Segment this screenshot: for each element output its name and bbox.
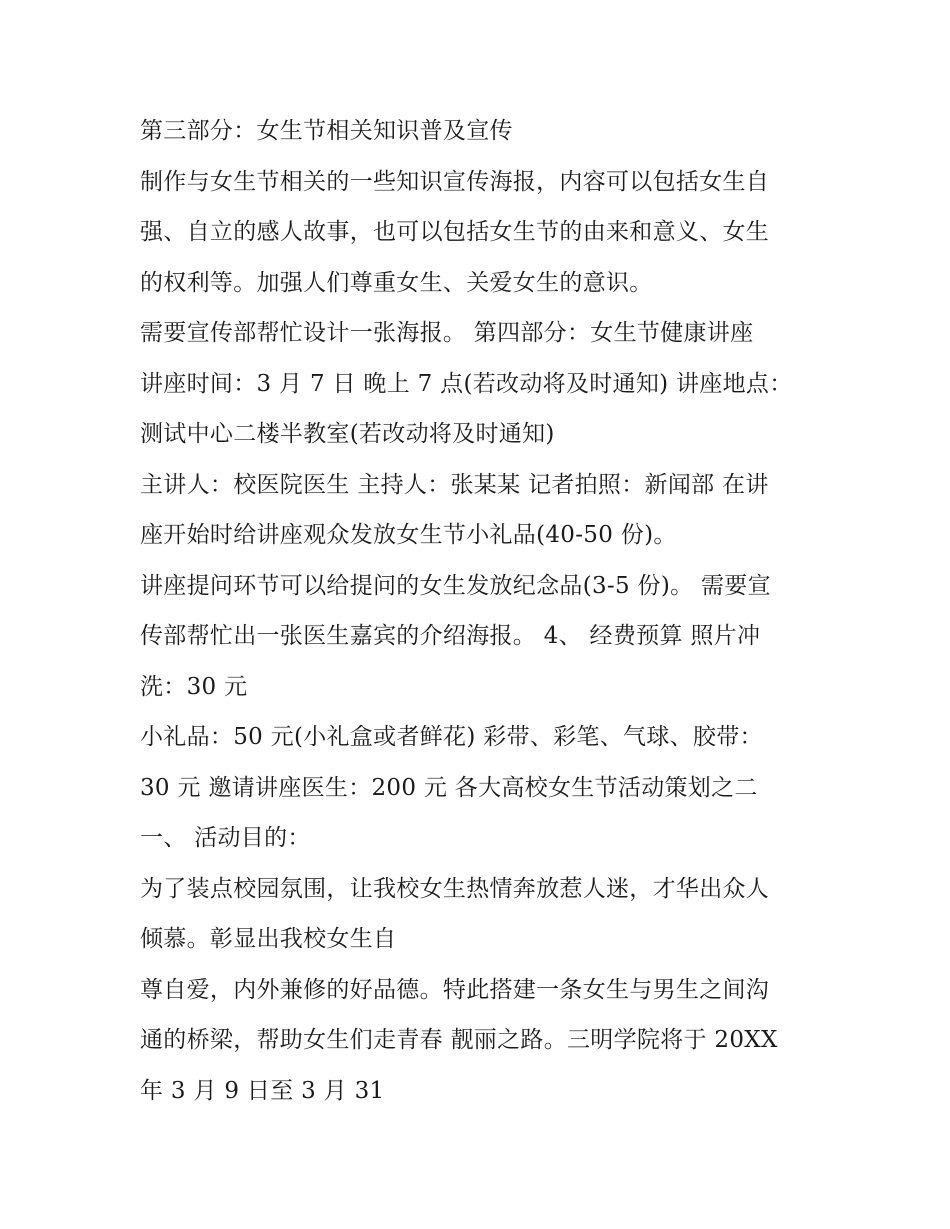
- text-line: 第三部分：女生节相关知识普及宣传: [140, 118, 513, 144]
- text-line: 讲座时间：3 月 7 日 晚上 7 点(若改动将及时通知) 讲座地点：: [140, 370, 793, 397]
- text-line: 座开始时给讲座观众发放女生节小礼品(40-50 份)。: [140, 522, 677, 548]
- text-line: 需要宣传部帮忙设计一张海报。 第四部分：女生节健康讲座: [140, 320, 754, 346]
- text-line: 传部帮忙出一张医生嘉宾的介绍海报。 4、 经费预算 照片冲: [140, 623, 761, 649]
- text-line: 为了装点校园氛围，让我校女生热情奔放惹人迷，才华出众人: [140, 875, 770, 902]
- text-line: 主讲人：校医院医生 主持人：张某某 记者拍照：新闻部 在讲: [140, 471, 769, 498]
- text-line: 测试中心二楼半教室(若改动将及时通知): [140, 421, 555, 447]
- text-line: 洗：30 元: [140, 673, 248, 700]
- text-line: 小礼品：50 元(小礼盒或者鲜花) 彩带、彩笔、气球、胶带：: [140, 724, 763, 750]
- text-line: 制作与女生节相关的一些知识宣传海报，内容可以包括女生自: [140, 168, 770, 195]
- text-line: 年 3 月 9 日至 3 月 31: [140, 1077, 385, 1104]
- document-body: [140, 106, 820, 1116]
- text-line: 讲座提问环节可以给提问的女生发放纪念品(3-5 份)。 需要宣: [140, 572, 771, 599]
- text-line: 通的桥梁，帮助女生们走青春 靓丽之路。三明学院将于 20XX: [140, 1027, 778, 1053]
- text-line: 尊自爱，内外兼修的好品德。特此搭建一条女生与男生之间沟: [140, 976, 770, 1003]
- text-line: 强、自立的感人故事，也可以包括女生节的由来和意义、女生: [140, 219, 770, 245]
- text-line: 30 元 邀请讲座医生：200 元 各大高校女生节活动策划之二: [140, 774, 758, 801]
- text-line: 一、 活动目的：: [140, 825, 311, 851]
- text-line: 的权利等。加强人们尊重女生、关爱女生的意识。: [140, 269, 653, 296]
- text-line: 倾慕。彰显出我校女生自: [140, 926, 397, 952]
